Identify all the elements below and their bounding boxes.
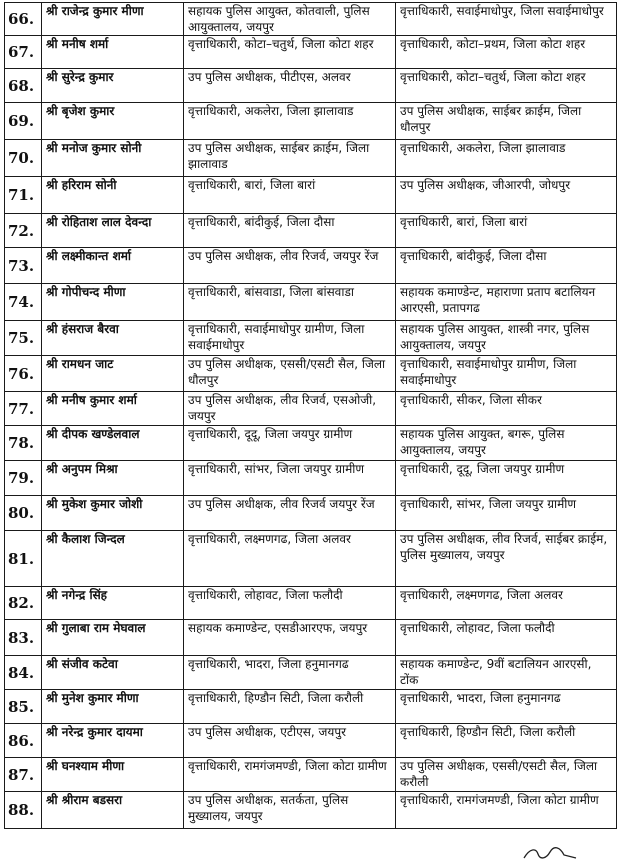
table-row: [5, 284, 617, 321]
table-row: [5, 792, 617, 829]
new-posting: वृत्ताधिकारी, दूदू, जिला जयपुर ग्रामीण: [396, 461, 617, 496]
table-row: [5, 321, 617, 356]
table-row: [5, 656, 617, 690]
new-posting: वृत्ताधिकारी, लोहावट, जिला फलौदी: [396, 620, 617, 656]
serial-number: 68.: [5, 69, 42, 103]
serial-number: 81.: [5, 531, 42, 587]
table-row: [5, 103, 617, 140]
current-posting: वृत्ताधिकारी, भादरा, जिला हनुमानगढ: [184, 656, 396, 690]
table-row: [5, 690, 617, 724]
new-posting: वृत्ताधिकारी, लक्ष्मणगढ, जिला अलवर: [396, 587, 617, 620]
transfer-list-table: [4, 2, 617, 829]
current-posting: वृत्ताधिकारी, सांभर, जिला जयपुर ग्रामीण: [184, 461, 396, 496]
current-posting: वृत्ताधिकारी, कोटा–चतुर्थ, जिला कोटा शहर: [184, 36, 396, 69]
serial-number: 73.: [5, 248, 42, 284]
table-row: [5, 587, 617, 620]
current-posting: वृत्ताधिकारी, बारां, जिला बारां: [184, 177, 396, 214]
table-row: [5, 724, 617, 758]
table-row: [5, 392, 617, 426]
officer-name: श्री नरेन्द्र कुमार दायमा: [42, 724, 184, 758]
current-posting: उप पुलिस अधीक्षक, पीटीएस, अलवर: [184, 69, 396, 103]
officer-name: श्री दीपक खण्डेलवाल: [42, 426, 184, 461]
transfer-list-body: [5, 3, 617, 829]
serial-number: 74.: [5, 284, 42, 321]
officer-name: श्री श्रीराम बडसरा: [42, 792, 184, 829]
table-row: [5, 496, 617, 531]
serial-number: 87.: [5, 758, 42, 792]
current-posting: वृत्ताधिकारी, दूदू, जिला जयपुर ग्रामीण: [184, 426, 396, 461]
serial-number: 82.: [5, 587, 42, 620]
officer-name: श्री नगेन्द्र सिंह: [42, 587, 184, 620]
officer-name: श्री लक्ष्मीकान्त शर्मा: [42, 248, 184, 284]
current-posting: वृत्ताधिकारी, अकलेरा, जिला झालावाड: [184, 103, 396, 140]
current-posting: सहायक कमाण्डेन्ट, एसडीआरएफ, जयपुर: [184, 620, 396, 656]
serial-number: 72.: [5, 214, 42, 248]
officer-name: श्री रोहिताश लाल देवन्दा: [42, 214, 184, 248]
table-row: [5, 620, 617, 656]
new-posting: उप पुलिस अधीक्षक, लीव रिजर्व, साईबर क्राईम, पुलिस मुख्यालय, जयपुर: [396, 531, 617, 587]
new-posting: सहायक पुलिस आयुक्त, शास्त्री नगर, पुलिस आयुक्तालय, जयपुर: [396, 321, 617, 356]
new-posting: वृत्ताधिकारी, भादरा, जिला हनुमानगढ: [396, 690, 617, 724]
current-posting: वृत्ताधिकारी, लोहावट, जिला फलौदी: [184, 587, 396, 620]
new-posting: सहायक कमाण्डेन्ट, 9वीं बटालियन आरएसी, टोंक: [396, 656, 617, 690]
officer-name: श्री घनश्याम मीणा: [42, 758, 184, 792]
table-row: [5, 214, 617, 248]
table-row: [5, 758, 617, 792]
officer-name: श्री मनीष कुमार शर्मा: [42, 392, 184, 426]
new-posting: वृत्ताधिकारी, हिण्डौन सिटी, जिला करौली: [396, 724, 617, 758]
officer-name: श्री मनीष शर्मा: [42, 36, 184, 69]
new-posting: सहायक कमाण्डेन्ट, महाराणा प्रताप बटालियन आरएसी, प्रतापगढ: [396, 284, 617, 321]
new-posting: उप पुलिस अधीक्षक, जीआरपी, जोधपुर: [396, 177, 617, 214]
serial-number: 71.: [5, 177, 42, 214]
serial-number: 79.: [5, 461, 42, 496]
serial-number: 78.: [5, 426, 42, 461]
serial-number: 86.: [5, 724, 42, 758]
current-posting: वृत्ताधिकारी, लक्ष्मणगढ, जिला अलवर: [184, 531, 396, 587]
current-posting: वृत्ताधिकारी, बांदीकुई, जिला दौसा: [184, 214, 396, 248]
new-posting: वृत्ताधिकारी, सवाईमाधोपुर, जिला सवाईमाधोपुर: [396, 3, 617, 36]
serial-number: 67.: [5, 36, 42, 69]
new-posting: वृत्ताधिकारी, सांभर, जिला जयपुर ग्रामीण: [396, 496, 617, 531]
officer-name: श्री मुकेश कुमार जोशी: [42, 496, 184, 531]
table-row: [5, 36, 617, 69]
table-row: [5, 356, 617, 392]
new-posting: वृत्ताधिकारी, बांदीकुई, जिला दौसा: [396, 248, 617, 284]
officer-name: श्री संजीव कटेवा: [42, 656, 184, 690]
new-posting: वृत्ताधिकारी, रामगंजमण्डी, जिला कोटा ग्रामीण: [396, 792, 617, 829]
table-row: [5, 531, 617, 587]
current-posting: उप पुलिस अधीक्षक, साईबर क्राईम, जिला झालावाड: [184, 140, 396, 177]
current-posting: उप पुलिस अधीक्षक, सतर्कता, पुलिस मुख्यालय, जयपुर: [184, 792, 396, 829]
new-posting: वृत्ताधिकारी, बारां, जिला बारां: [396, 214, 617, 248]
serial-number: 80.: [5, 496, 42, 531]
current-posting: उप पुलिस अधीक्षक, लीव रिजर्व जयपुर रेंज: [184, 496, 396, 531]
serial-number: 83.: [5, 620, 42, 656]
new-posting: उप पुलिस अधीक्षक, साईबर क्राईम, जिला धौलपुर: [396, 103, 617, 140]
serial-number: 77.: [5, 392, 42, 426]
officer-name: श्री राजेन्द्र कुमार मीणा: [42, 3, 184, 36]
new-posting: वृत्ताधिकारी, कोटा–चतुर्थ, जिला कोटा शहर: [396, 69, 617, 103]
officer-name: श्री हंसराज बैरवा: [42, 321, 184, 356]
officer-name: श्री हरिराम सोनी: [42, 177, 184, 214]
serial-number: 70.: [5, 140, 42, 177]
current-posting: उप पुलिस अधीक्षक, एससी/एसटी सैल, जिला धौलपुर: [184, 356, 396, 392]
new-posting: सहायक पुलिस आयुक्त, बगरू, पुलिस आयुक्तालय, जयपुर: [396, 426, 617, 461]
serial-number: 76.: [5, 356, 42, 392]
officer-name: श्री कैलाश जिन्दल: [42, 531, 184, 587]
current-posting: उप पुलिस अधीक्षक, लीव रिजर्व, जयपुर रेंज: [184, 248, 396, 284]
current-posting: उप पुलिस अधीक्षक, लीव रिजर्व, एसओजी, जयपुर: [184, 392, 396, 426]
serial-number: 75.: [5, 321, 42, 356]
officer-name: श्री मनोज कुमार सोनी: [42, 140, 184, 177]
table-row: [5, 3, 617, 36]
new-posting: वृत्ताधिकारी, अकलेरा, जिला झालावाड: [396, 140, 617, 177]
table-row: [5, 69, 617, 103]
new-posting: वृत्ताधिकारी, सवाईमाधोपुर ग्रामीण, जिला सवाईमाधोपुर: [396, 356, 617, 392]
table-row: [5, 461, 617, 496]
current-posting: वृत्ताधिकारी, सवाईमाधोपुर ग्रामीण, जिला सवाईमाधोपुर: [184, 321, 396, 356]
serial-number: 88.: [5, 792, 42, 829]
officer-name: श्री रामधन जाट: [42, 356, 184, 392]
officer-name: श्री गोपीचन्द मीणा: [42, 284, 184, 321]
new-posting: वृत्ताधिकारी, कोटा–प्रथम, जिला कोटा शहर: [396, 36, 617, 69]
officer-name: श्री गुलाबा राम मेघवाल: [42, 620, 184, 656]
serial-number: 84.: [5, 656, 42, 690]
current-posting: वृत्ताधिकारी, हिण्डौन सिटी, जिला करौली: [184, 690, 396, 724]
officer-name: श्री बृजेश कुमार: [42, 103, 184, 140]
current-posting: उप पुलिस अधीक्षक, एटीएस, जयपुर: [184, 724, 396, 758]
officer-name: श्री सुरेन्द्र कुमार: [42, 69, 184, 103]
serial-number: 69.: [5, 103, 42, 140]
officer-name: श्री अनुपम मिश्रा: [42, 461, 184, 496]
current-posting: वृत्ताधिकारी, रामगंजमण्डी, जिला कोटा ग्रामीण: [184, 758, 396, 792]
table-row: [5, 140, 617, 177]
new-posting: उप पुलिस अधीक्षक, एससी/एसटी सैल, जिला करौली: [396, 758, 617, 792]
serial-number: 66.: [5, 3, 42, 36]
current-posting: सहायक पुलिस आयुक्त, कोतवाली, पुलिस आयुक्तालय, जयपुर: [184, 3, 396, 36]
new-posting: वृत्ताधिकारी, सीकर, जिला सीकर: [396, 392, 617, 426]
serial-number: 85.: [5, 690, 42, 724]
current-posting: वृत्ताधिकारी, बांसवाडा, जिला बांसवाडा: [184, 284, 396, 321]
table-row: [5, 248, 617, 284]
table-row: [5, 426, 617, 461]
table-row: [5, 177, 617, 214]
officer-name: श्री मुनेश कुमार मीणा: [42, 690, 184, 724]
signature-mark: [520, 846, 580, 860]
